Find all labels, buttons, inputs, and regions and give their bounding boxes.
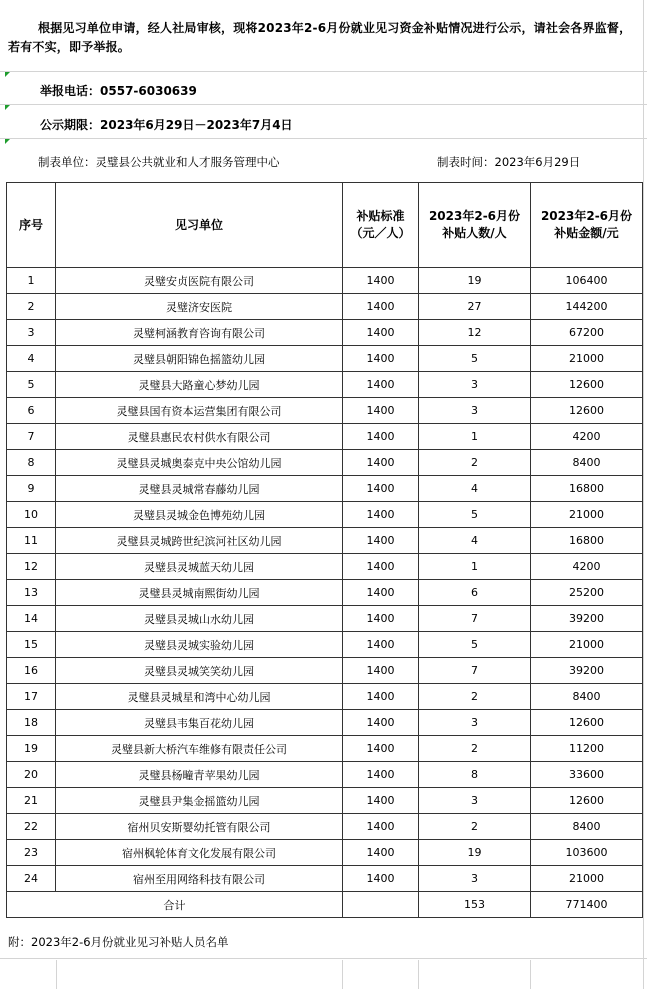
cell-unit: 宿州至用网络科技有限公司 (56, 866, 343, 892)
cell-unit: 宿州枫轮体育文化发展有限公司 (56, 840, 343, 866)
cell-index: 6 (7, 398, 56, 424)
cell-count: 5 (419, 346, 531, 372)
cell-index: 12 (7, 554, 56, 580)
col-header-unit: 见习单位 (56, 183, 343, 268)
cell-count: 12 (419, 320, 531, 346)
cell-index: 13 (7, 580, 56, 606)
cell-amount: 21000 (531, 346, 643, 372)
table-row (7, 866, 643, 892)
grid-line (0, 138, 647, 139)
cell-index: 7 (7, 424, 56, 450)
table-row (7, 814, 643, 840)
total-standard (343, 892, 419, 918)
table-row (7, 398, 643, 424)
table-row (7, 658, 643, 684)
cell-standard: 1400 (343, 372, 419, 398)
cell-count: 5 (419, 632, 531, 658)
table-row (7, 268, 643, 294)
grid-line (643, 0, 644, 989)
maker-date: 制表时间：2023年6月29日 (437, 155, 581, 169)
total-count: 153 (419, 892, 531, 918)
cell-amount: 39200 (531, 606, 643, 632)
cell-count: 8 (419, 762, 531, 788)
cell-unit: 灵璧安贞医院有限公司 (56, 268, 343, 294)
cell-index: 21 (7, 788, 56, 814)
cell-count: 19 (419, 840, 531, 866)
table-row (7, 528, 643, 554)
cell-unit: 灵璧县灵城星和湾中心幼儿园 (56, 684, 343, 710)
cell-index: 15 (7, 632, 56, 658)
cell-amount: 8400 (531, 684, 643, 710)
cell-standard: 1400 (343, 398, 419, 424)
cell-amount: 21000 (531, 632, 643, 658)
cell-index: 10 (7, 502, 56, 528)
table-row (7, 632, 643, 658)
cell-standard: 1400 (343, 736, 419, 762)
cell-unit: 宿州贝安斯婴幼托管有限公司 (56, 814, 343, 840)
table-row (7, 372, 643, 398)
table-row (7, 476, 643, 502)
cell-standard: 1400 (343, 346, 419, 372)
cell-unit: 灵璧县灵城南熙街幼儿园 (56, 580, 343, 606)
cell-amount: 21000 (531, 866, 643, 892)
cell-amount: 25200 (531, 580, 643, 606)
cell-standard: 1400 (343, 528, 419, 554)
cell-standard: 1400 (343, 840, 419, 866)
cell-index: 22 (7, 814, 56, 840)
cell-unit: 灵璧县灵城实验幼儿园 (56, 632, 343, 658)
cell-count: 3 (419, 710, 531, 736)
maker-unit: 制表单位：灵璧县公共就业和人才服务管理中心 (38, 155, 280, 169)
cell-standard: 1400 (343, 320, 419, 346)
cell-amount: 103600 (531, 840, 643, 866)
total-row (7, 892, 643, 918)
cell-amount: 33600 (531, 762, 643, 788)
cell-unit: 灵璧县灵城山水幼儿园 (56, 606, 343, 632)
cell-unit: 灵璧县杨疃青苹果幼儿园 (56, 762, 343, 788)
cell-count: 3 (419, 372, 531, 398)
grid-line (0, 958, 647, 959)
cell-count: 2 (419, 814, 531, 840)
table-row (7, 840, 643, 866)
table-header-row (7, 183, 643, 268)
cell-count: 3 (419, 788, 531, 814)
cell-marker-icon (5, 139, 10, 144)
grid-line (530, 960, 531, 989)
cell-count: 3 (419, 866, 531, 892)
cell-unit: 灵璧县朝阳锦色摇篮幼儿园 (56, 346, 343, 372)
cell-standard: 1400 (343, 268, 419, 294)
table-row (7, 554, 643, 580)
cell-unit: 灵璧县国有资本运营集团有限公司 (56, 398, 343, 424)
grid-line (418, 960, 419, 989)
cell-count: 1 (419, 554, 531, 580)
cell-count: 6 (419, 580, 531, 606)
cell-standard: 1400 (343, 866, 419, 892)
cell-index: 9 (7, 476, 56, 502)
total-amount: 771400 (531, 892, 643, 918)
cell-amount: 16800 (531, 528, 643, 554)
subsidy-table (6, 182, 643, 918)
cell-index: 19 (7, 736, 56, 762)
cell-standard: 1400 (343, 762, 419, 788)
table-row (7, 762, 643, 788)
cell-unit: 灵璧县韦集百花幼儿园 (56, 710, 343, 736)
grid-line (0, 71, 647, 72)
cell-index: 24 (7, 866, 56, 892)
cell-index: 16 (7, 658, 56, 684)
cell-count: 3 (419, 398, 531, 424)
cell-unit: 灵璧柯涵教育咨询有限公司 (56, 320, 343, 346)
notice-text: 根据见习单位申请，经人社局审核，现将2023年2-6月份就业见习资金补贴情况进行公示，请社会各界监督，若有不实，即予举报。 (8, 21, 632, 54)
col-header-index: 序号 (7, 183, 56, 268)
cell-amount: 12600 (531, 398, 643, 424)
cell-unit: 灵璧县灵城奥泰克中央公馆幼儿园 (56, 450, 343, 476)
cell-amount: 39200 (531, 658, 643, 684)
cell-unit: 灵璧县灵城笑笑幼儿园 (56, 658, 343, 684)
table-row (7, 606, 643, 632)
cell-count: 4 (419, 528, 531, 554)
cell-standard: 1400 (343, 606, 419, 632)
cell-amount: 12600 (531, 372, 643, 398)
cell-count: 27 (419, 294, 531, 320)
cell-standard: 1400 (343, 502, 419, 528)
cell-unit: 灵璧县灵城金色博苑幼儿园 (56, 502, 343, 528)
cell-count: 7 (419, 606, 531, 632)
appendix-note: 附：2023年2-6月份就业见习补贴人员名单 (8, 935, 229, 949)
table-row (7, 502, 643, 528)
table-row (7, 450, 643, 476)
cell-standard: 1400 (343, 710, 419, 736)
cell-marker-icon (5, 105, 10, 110)
cell-count: 7 (419, 658, 531, 684)
cell-amount: 21000 (531, 502, 643, 528)
table-row (7, 684, 643, 710)
table-row (7, 736, 643, 762)
cell-index: 11 (7, 528, 56, 554)
cell-count: 4 (419, 476, 531, 502)
publicity-period: 公示期限：2023年6月29日－2023年7月4日 (40, 118, 293, 132)
cell-unit: 灵璧县灵城蓝天幼儿园 (56, 554, 343, 580)
cell-index: 14 (7, 606, 56, 632)
cell-amount: 144200 (531, 294, 643, 320)
cell-index: 5 (7, 372, 56, 398)
cell-unit: 灵璧县惠民农村供水有限公司 (56, 424, 343, 450)
cell-amount: 16800 (531, 476, 643, 502)
cell-unit: 灵璧县尹集金摇篮幼儿园 (56, 788, 343, 814)
col-header-count: 2023年2-6月份 补贴人数/人 (419, 183, 531, 268)
cell-standard: 1400 (343, 814, 419, 840)
cell-index: 17 (7, 684, 56, 710)
cell-standard: 1400 (343, 554, 419, 580)
cell-index: 2 (7, 294, 56, 320)
cell-count: 2 (419, 450, 531, 476)
cell-amount: 8400 (531, 450, 643, 476)
cell-standard: 1400 (343, 424, 419, 450)
cell-standard: 1400 (343, 476, 419, 502)
cell-index: 1 (7, 268, 56, 294)
table-row (7, 424, 643, 450)
col-header-standard: 补贴标准 （元／人） (343, 183, 419, 268)
cell-unit: 灵璧县灵城跨世纪滨河社区幼儿园 (56, 528, 343, 554)
cell-unit: 灵璧济安医院 (56, 294, 343, 320)
cell-unit: 灵璧县灵城常春藤幼儿园 (56, 476, 343, 502)
cell-index: 3 (7, 320, 56, 346)
table-row (7, 580, 643, 606)
cell-standard: 1400 (343, 658, 419, 684)
grid-line (342, 960, 343, 989)
cell-marker-icon (5, 72, 10, 77)
cell-standard: 1400 (343, 632, 419, 658)
table-row (7, 320, 643, 346)
cell-index: 18 (7, 710, 56, 736)
table-row (7, 710, 643, 736)
table-row (7, 294, 643, 320)
cell-standard: 1400 (343, 788, 419, 814)
table-row (7, 788, 643, 814)
cell-count: 1 (419, 424, 531, 450)
cell-count: 5 (419, 502, 531, 528)
cell-count: 2 (419, 736, 531, 762)
grid-line (0, 104, 647, 105)
report-phone: 举报电话：0557-6030639 (40, 84, 197, 98)
cell-amount: 11200 (531, 736, 643, 762)
cell-count: 19 (419, 268, 531, 294)
cell-index: 23 (7, 840, 56, 866)
cell-amount: 4200 (531, 424, 643, 450)
grid-line (56, 960, 57, 989)
cell-standard: 1400 (343, 684, 419, 710)
cell-amount: 4200 (531, 554, 643, 580)
total-label: 合计 (7, 892, 343, 918)
cell-standard: 1400 (343, 580, 419, 606)
cell-index: 4 (7, 346, 56, 372)
cell-amount: 67200 (531, 320, 643, 346)
cell-count: 2 (419, 684, 531, 710)
cell-index: 20 (7, 762, 56, 788)
cell-unit: 灵璧县新大桥汽车维修有限责任公司 (56, 736, 343, 762)
cell-amount: 12600 (531, 788, 643, 814)
cell-unit: 灵璧县大路童心梦幼儿园 (56, 372, 343, 398)
cell-amount: 12600 (531, 710, 643, 736)
cell-standard: 1400 (343, 294, 419, 320)
cell-index: 8 (7, 450, 56, 476)
col-header-amount: 2023年2-6月份 补贴金额/元 (531, 183, 643, 268)
cell-amount: 8400 (531, 814, 643, 840)
cell-amount: 106400 (531, 268, 643, 294)
cell-standard: 1400 (343, 450, 419, 476)
table-row (7, 346, 643, 372)
